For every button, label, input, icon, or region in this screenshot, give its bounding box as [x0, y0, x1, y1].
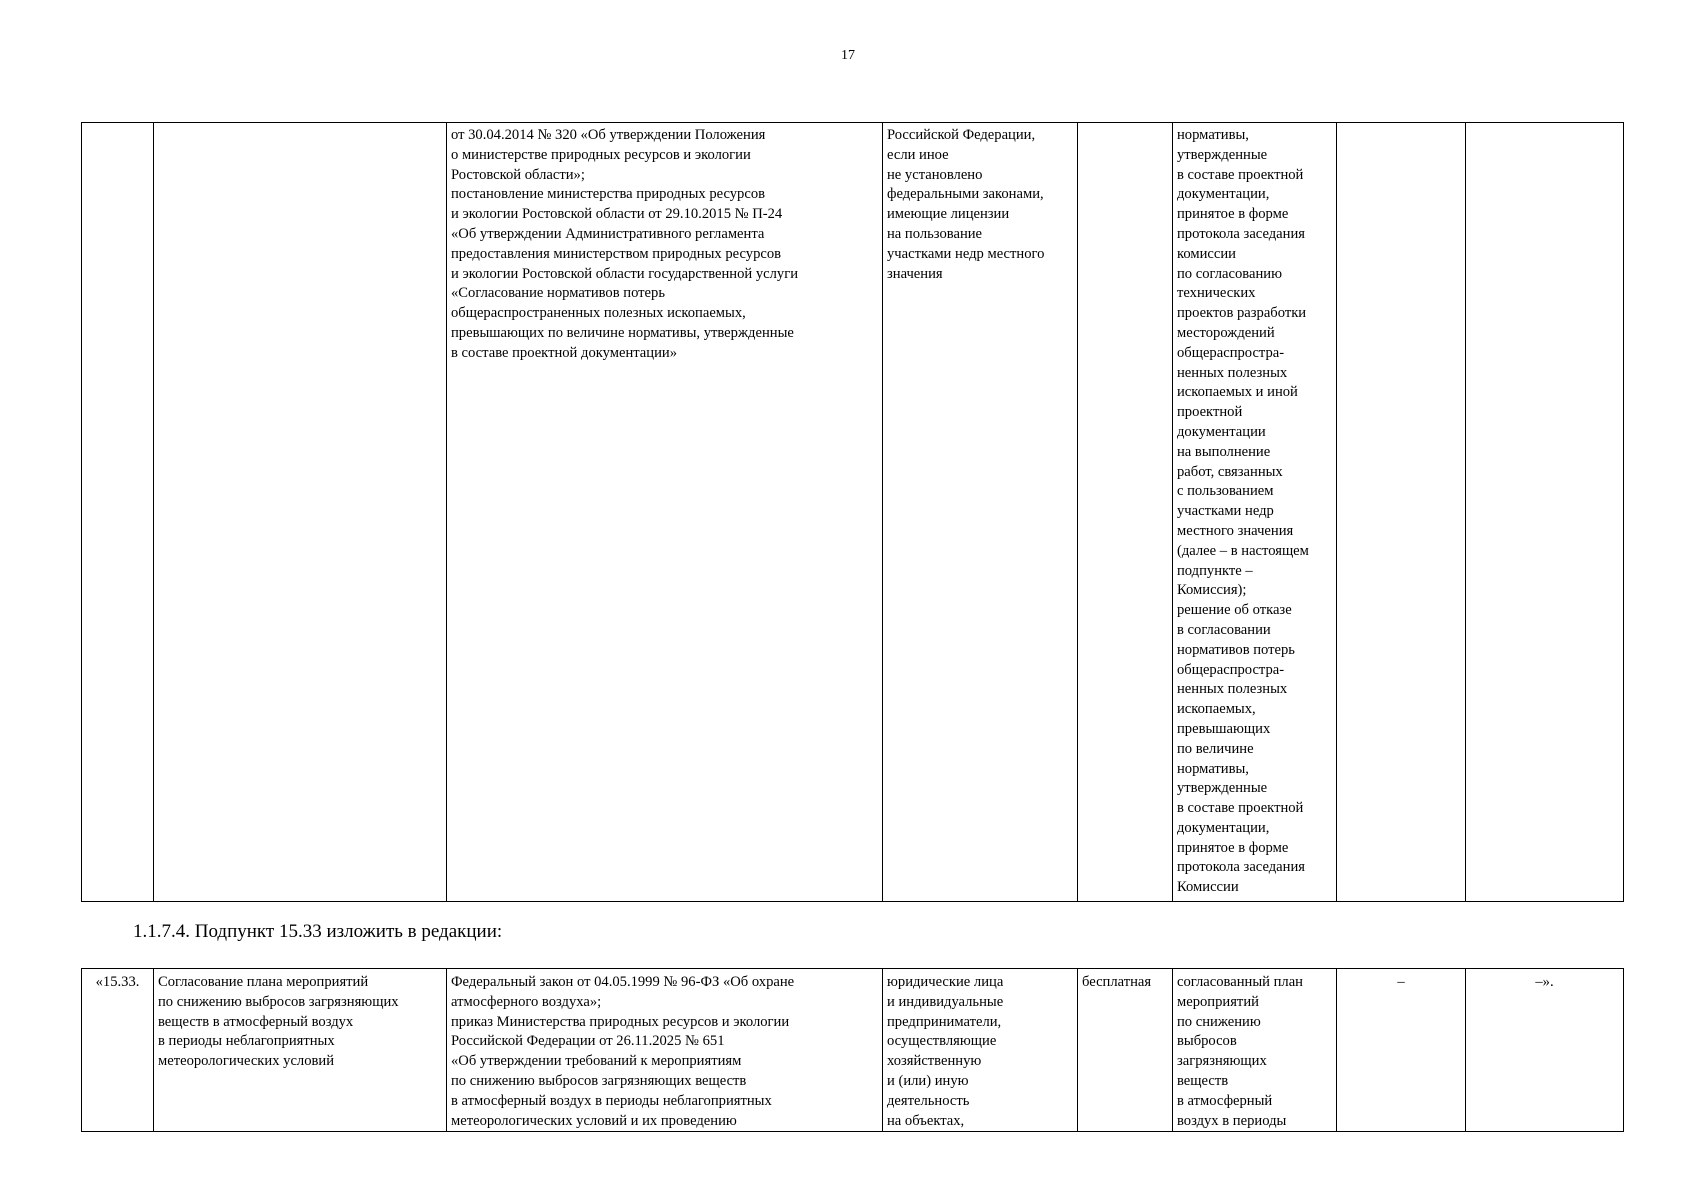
cell-result: нормативы, утвержденные в составе проектной документации, принятое в форме протокола заседания комиссии по согласованию технических проектов разработки месторождений общераспростра- ненных полезных ископаемых и иной проектной документации на выполнение работ, связанных с пользованием участками недр местного значения (далее – в настоящем подпункте – Комиссия); решение об отказе в согласовании нормативов потерь общераспростра- ненных полезных ископаемых, превышающих по величине нормативы, утвержденные в составе проектной документации, принятое в форме протокола заседания Комиссии	[1173, 123, 1337, 902]
amendment-heading: 1.1.7.4. Подпункт 15.33 изложить в редакции:	[133, 921, 503, 942]
services-table-continuation	[81, 122, 1624, 902]
cell-col7: –	[1337, 969, 1466, 1132]
cell-fee	[1078, 123, 1173, 902]
cell-service-name	[154, 123, 447, 902]
cell-applicants: юридические лица и индивидуальные предприниматели, осуществляющие хозяйственную и (или) иную деятельность на объектах,	[883, 969, 1078, 1132]
table-row	[82, 969, 1624, 1132]
cell-col7	[1337, 123, 1466, 902]
services-table-new-item	[81, 968, 1624, 1132]
cell-number: «15.33.	[82, 969, 154, 1132]
table-row	[82, 123, 1624, 902]
cell-legal-basis: от 30.04.2014 № 320 «Об утверждении Положения о министерстве природных ресурсов и экологии Ростовской области»; постановление министерства природных ресурсов и экологии Ростовской области от 29.10.2015 № П-24 «Об утверждении Административного регламента предоставления министерством природных ресурсов и экологии Ростовской области государственной услуги «Согласование нормативов потерь общераспространенных полезных ископаемых, превышающих по величине нормативы, утвержденные в составе проектной документации»	[447, 123, 883, 902]
cell-col8: –».	[1466, 969, 1624, 1132]
cell-col8	[1466, 123, 1624, 902]
cell-fee: бесплатная	[1078, 969, 1173, 1132]
cell-service-name: Согласование плана мероприятий по снижению выбросов загрязняющих веществ в атмосферный воздух в периоды неблагоприятных метеорологических условий	[154, 969, 447, 1132]
cell-applicants: Российской Федерации, если иное не установлено федеральными законами, имеющие лицензии на пользование участками недр местного значения	[883, 123, 1078, 902]
cell-legal-basis: Федеральный закон от 04.05.1999 № 96-ФЗ «Об охране атмосферного воздуха»; приказ Министерства природных ресурсов и экологии Российской Федерации от 26.11.2025 № 651 «Об утверждении требований к мероприятиям по снижению выбросов загрязняющих веществ в атмосферный воздух в периоды неблагоприятных метеорологических условий и их проведению	[447, 969, 883, 1132]
page-number: 17	[841, 48, 855, 63]
cell-number	[82, 123, 154, 902]
cell-result: согласованный план мероприятий по снижению выбросов загрязняющих веществ в атмосферный воздух в периоды	[1173, 969, 1337, 1132]
